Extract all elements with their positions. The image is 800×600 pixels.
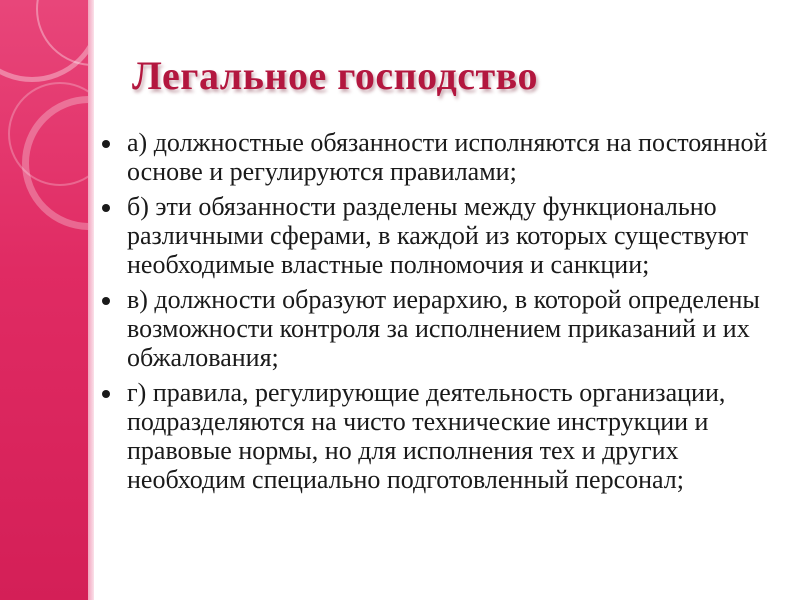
bullet-dot-icon [102,204,110,212]
bullet-item [100,192,780,279]
bullet-text: в) должности образуют иерархию, в которой определены возможности контроля за исполнением приказаний и их обжалования; [127,285,760,372]
decorative-side-band [0,0,88,600]
bullet-dot-icon [102,390,110,398]
bullet-item [100,285,780,372]
bullet-text: а) должностные обязанности исполняются на постоянной основе и регулируются правилами; [127,128,768,186]
bullet-text: б) эти обязанности разделены между функционально различными сферами, в каждой из которых существуют необходимые властные полномочия и санкции; [127,192,749,279]
slide-title: Легальное господство [132,53,538,98]
bullet-item [100,128,780,186]
bullet-dot-icon [102,297,110,305]
bullet-text: г) правила, регулирующие деятельность организации, подразделяются на чисто технические инструкции и правовые нормы, но для исполнения тех и других необходим специально подготовленный персонал; [127,378,726,494]
bullet-dot-icon [102,140,110,148]
decorative-stripe [88,0,94,600]
decorative-circle [8,82,88,186]
bullet-list [100,128,780,500]
bullet-item [100,378,780,494]
